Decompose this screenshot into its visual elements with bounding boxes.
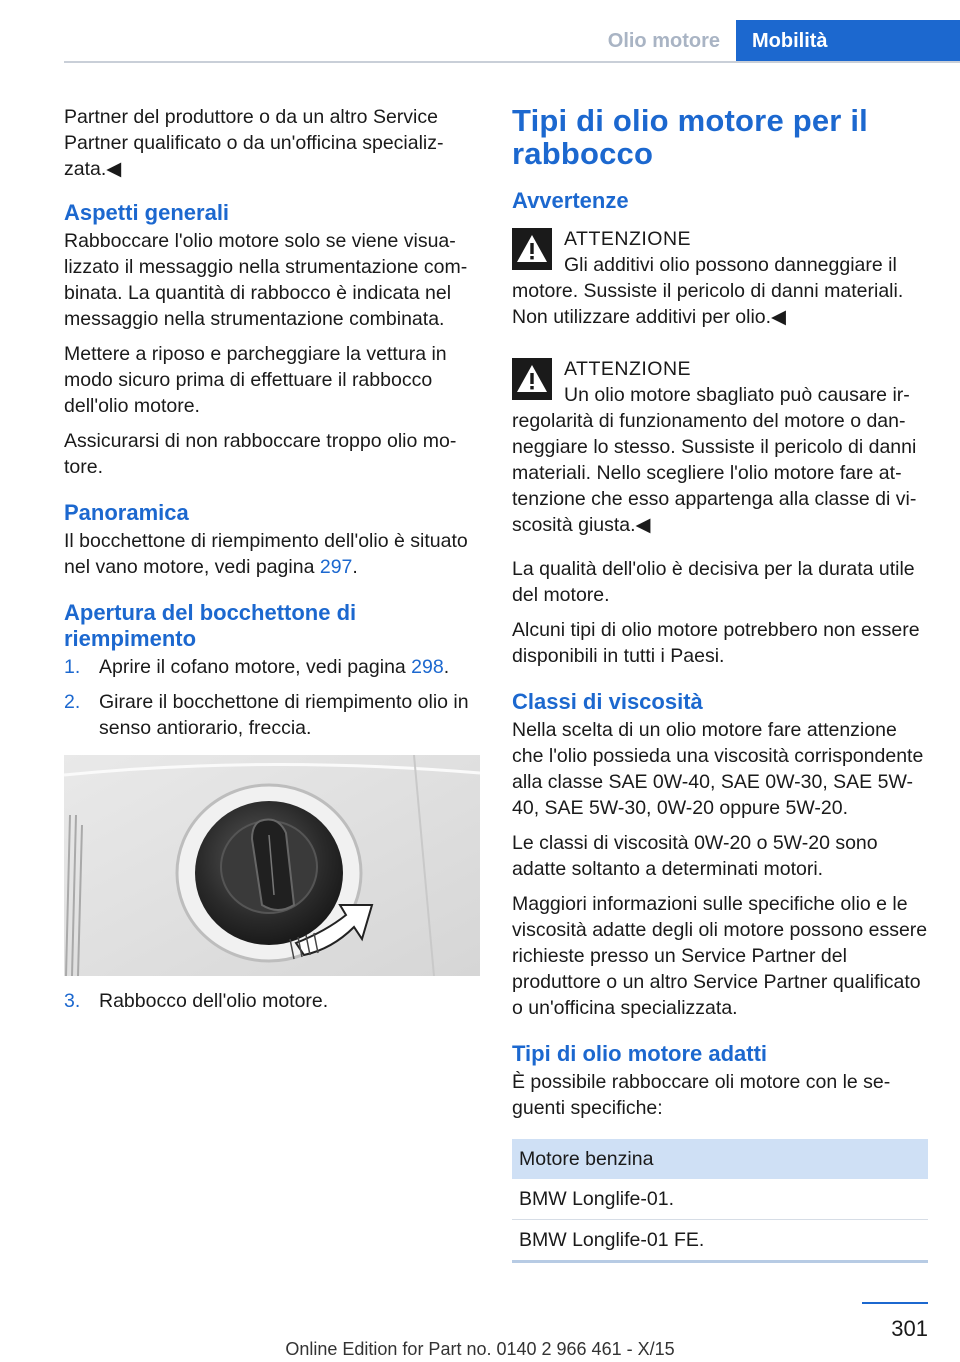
step-number: 3. (64, 990, 81, 1012)
general-paragraph-3: Assicurarsi di non rabboccare troppo olio motore. (64, 430, 457, 478)
general-paragraph-2: Mettere a riposo e parcheggiare la vettura in modo sicuro prima di effettuare il rabbocco dell'olio motore. (64, 343, 447, 417)
general-paragraph-1: Rabboccare l'olio motore solo se viene visualizzato il messaggio nella strumentazione combinata. La quantità di rabbocco è indicata nel messaggio nella strumentazione combinata. (64, 230, 468, 330)
opening-heading: Apertura del bocchettone di riempimento (64, 600, 357, 651)
page-header (64, 0, 960, 62)
table-cell: BMW Longlife-01. (512, 1179, 928, 1220)
chapter-tab[interactable]: Mobilità (736, 20, 960, 62)
oil-filler-cap-photo (64, 755, 480, 976)
steps-list-continued (64, 988, 480, 1014)
warning-title: ATTENZIONE (564, 228, 692, 250)
intro-paragraph: Partner del produttore o da un altro Service Partner qualificato o da un'officina specializzata.◀ (64, 106, 444, 180)
step-number: 1. (64, 656, 81, 678)
left-column (64, 104, 480, 1023)
footer-rule (862, 1302, 928, 1304)
warning-icon (512, 228, 552, 270)
warning-icon (512, 358, 552, 400)
viscosity-paragraph-1: Nella scelta di un olio motore fare attenzione che l'olio possieda una viscosità corrispondente alla classe SAE 0W-40, SAE 0W-30, SAE 5W-40, SAE 5W-30, 0W-20 oppure 5W-20. (512, 719, 924, 819)
right-column (512, 104, 928, 1263)
edition-footer: Online Edition for Part no. 0140 2 966 461 - X/15 (285, 1339, 675, 1359)
suitable-oils-heading: Tipi di olio motore adatti (512, 1041, 768, 1066)
warning-text: Gli additivi olio possono danneggiare il motore. Sussiste il pericolo di danni materiali. Non utilizzare additivi per olio.◀ (512, 254, 904, 328)
overview-end: . (352, 556, 358, 578)
step-number: 2. (64, 691, 81, 713)
viscosity-heading: Classi di viscosità (512, 689, 703, 714)
step-item (64, 654, 480, 680)
page-number: 301 (891, 1316, 928, 1341)
overview-text: Il bocchettone di riempimento dell'olio è situato nel vano motore, vedi pagina (64, 530, 468, 578)
warning-text: Un olio motore sbagliato può causare irregolarità di funzionamento del motore o danneggiare lo stesso. Sussiste il pericolo di danni materiali. Nello scegliere l'olio motore fare attenzione che esso appartenga alla classe di viscosità giusta.◀ (512, 384, 917, 536)
table-row (512, 1179, 928, 1220)
warning-title: ATTENZIONE (564, 358, 692, 380)
step-text: Rabbocco dell'olio motore. (99, 990, 329, 1012)
viscosity-paragraph-2: Le classi di viscosità 0W-20 o 5W-20 sono adatte soltanto a determinati motori. (512, 832, 878, 880)
step-text-end: . (443, 656, 450, 678)
table-row (512, 1220, 928, 1262)
table-cell: BMW Longlife-01 FE. (512, 1220, 928, 1262)
quality-paragraph-2: Alcuni tipi di olio motore potrebbero non essere disponibili in tutti i Paesi. (512, 619, 920, 667)
step-item (64, 988, 480, 1014)
warning-block (512, 356, 928, 538)
steps-list (64, 654, 480, 741)
overview-paragraph (64, 528, 480, 580)
oil-spec-table (512, 1139, 928, 1263)
overview-heading: Panoramica (64, 500, 189, 525)
warning-block (512, 226, 928, 330)
general-heading: Aspetti generali (64, 200, 230, 225)
header-rule (64, 61, 960, 63)
section-title: Tipi di olio motore per il rabbocco (512, 103, 868, 171)
warnings-heading: Avvertenze (512, 188, 629, 213)
page-link-297[interactable]: 297 (319, 556, 353, 578)
step-text: Girare il bocchettone di riempimento olio in senso antiorario, freccia. (99, 691, 469, 739)
step-text-body: Aprire il cofano motore, vedi pagina (99, 656, 412, 678)
page-link-298[interactable]: 298 (411, 656, 444, 678)
section-label: Olio motore (607, 30, 720, 52)
viscosity-paragraph-3: Maggiori informazioni sulle specifiche olio e le viscosità adatte degli oli motore possono essere richieste presso un Service Partner del produttore o un altro Service Partner qualificato o un'officina specializzata. (512, 893, 928, 1019)
table-header-cell: Motore benzina (512, 1139, 928, 1179)
step-item (64, 689, 480, 741)
step-text (99, 654, 449, 680)
table-header-row (512, 1139, 928, 1179)
suitable-oils-paragraph: È possibile rabboccare oli motore con le seguenti specifiche: (512, 1071, 891, 1119)
quality-paragraph-1: La qualità dell'olio è decisiva per la durata utile del motore. (512, 558, 915, 606)
